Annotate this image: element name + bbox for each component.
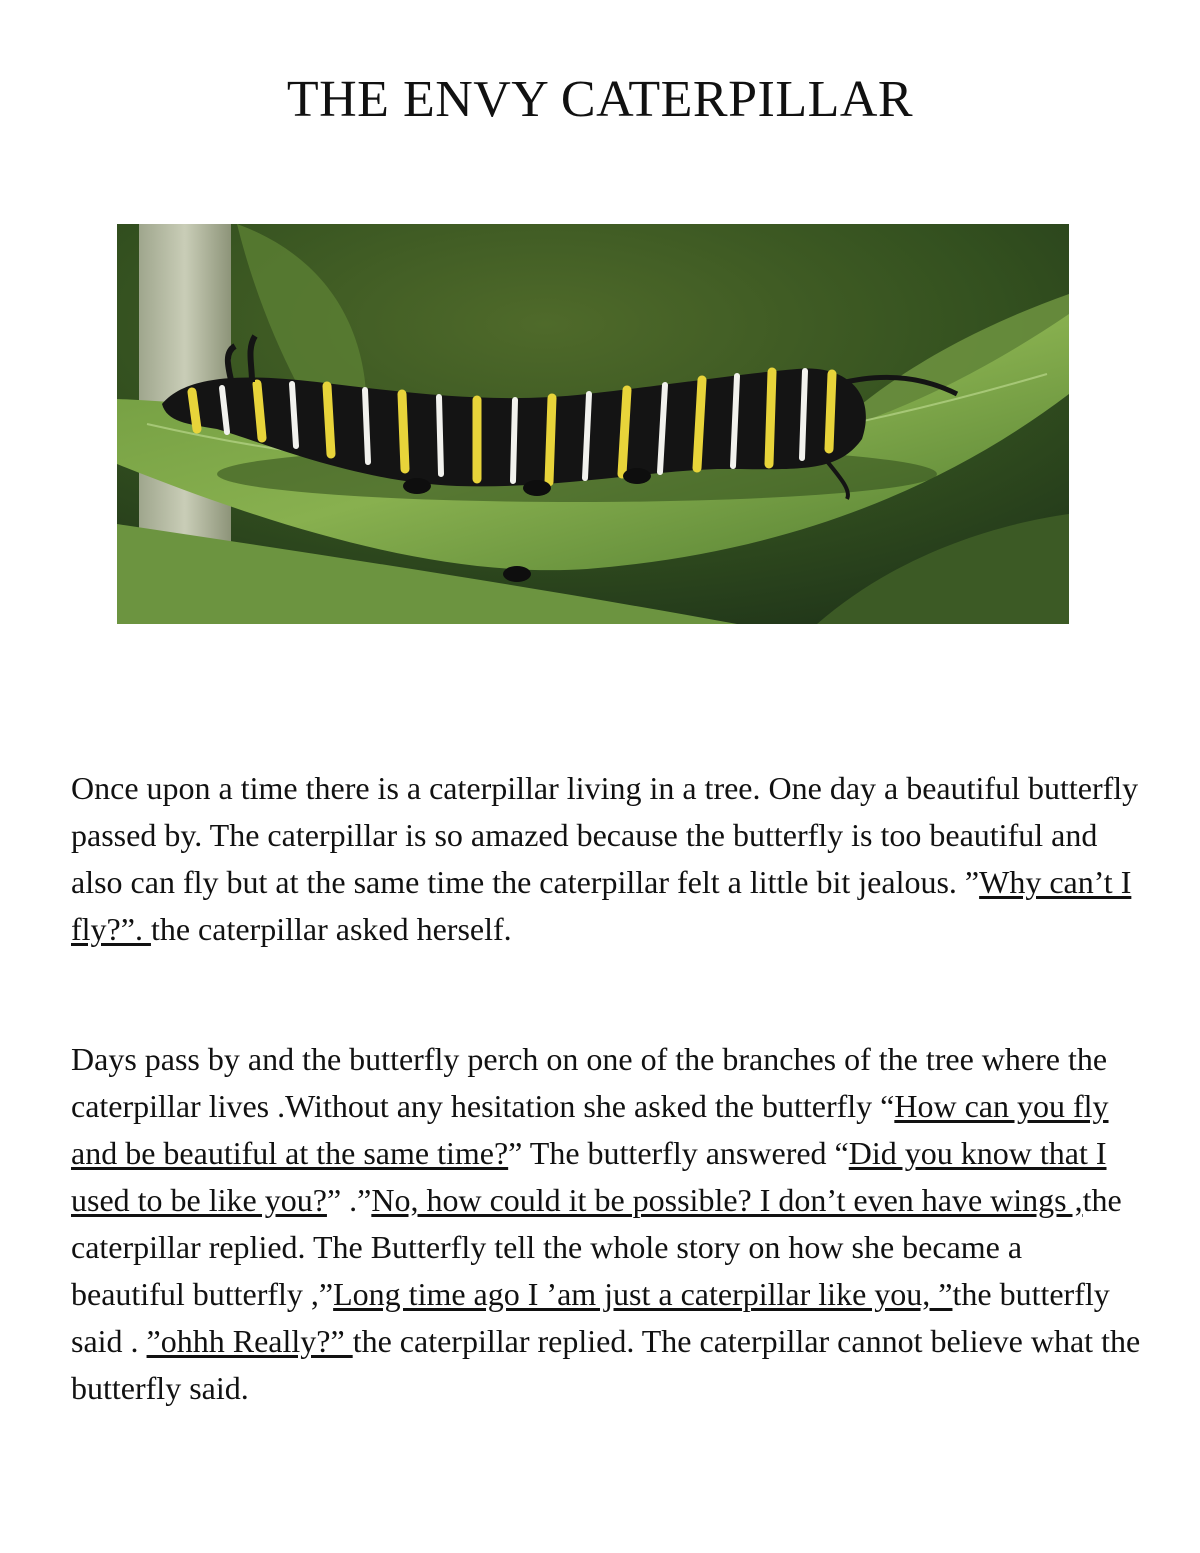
text-run: ” The butterfly answered “ [508, 1135, 849, 1171]
text-run: the caterpillar asked herself. [150, 911, 512, 947]
text-run: Once upon a time there is a caterpillar living in a tree. One day a beautiful butterfly passed by. The caterpillar is so amazed because the butterfly is too beautiful and also can fly but at the same time the caterpillar felt a little bit jealous. ” [71, 770, 1139, 900]
text-run: Days pass by and the butterfly perch on one of the branches of the tree where the caterpillar lives .Without any hesitation she asked the butterfly “ [71, 1041, 1108, 1124]
dialogue-underlined: Why can’t I fly?”. [71, 864, 1132, 947]
text-run: the butterfly said . [71, 1276, 1110, 1359]
dialogue-underlined: ”ohhh Really?” [146, 1323, 353, 1359]
dialogue-underlined: No, how could it be possible? I don’t even have wings , [371, 1182, 1083, 1218]
caterpillar-photo [117, 224, 1069, 624]
story-paragraph-2 [71, 1036, 1141, 1412]
dialogue-underlined: How can you fly and be beautiful at the same time? [71, 1088, 1109, 1171]
page-title: THE ENVY CATERPILLAR [286, 71, 914, 128]
dialogue-underlined: Did you know that I used to be like you? [71, 1135, 1107, 1218]
dialogue-underlined: Long time ago I ’am just a caterpillar like you, ” [333, 1276, 953, 1312]
text-run: ” .” [326, 1182, 372, 1218]
text-run: the caterpillar replied. The Butterfly tell the whole story on how she became a beautiful butterfly ,” [71, 1182, 1122, 1312]
text-run: the caterpillar replied. The caterpillar cannot believe what the butterfly said. [71, 1323, 1141, 1406]
story-paragraph-1 [71, 765, 1141, 953]
